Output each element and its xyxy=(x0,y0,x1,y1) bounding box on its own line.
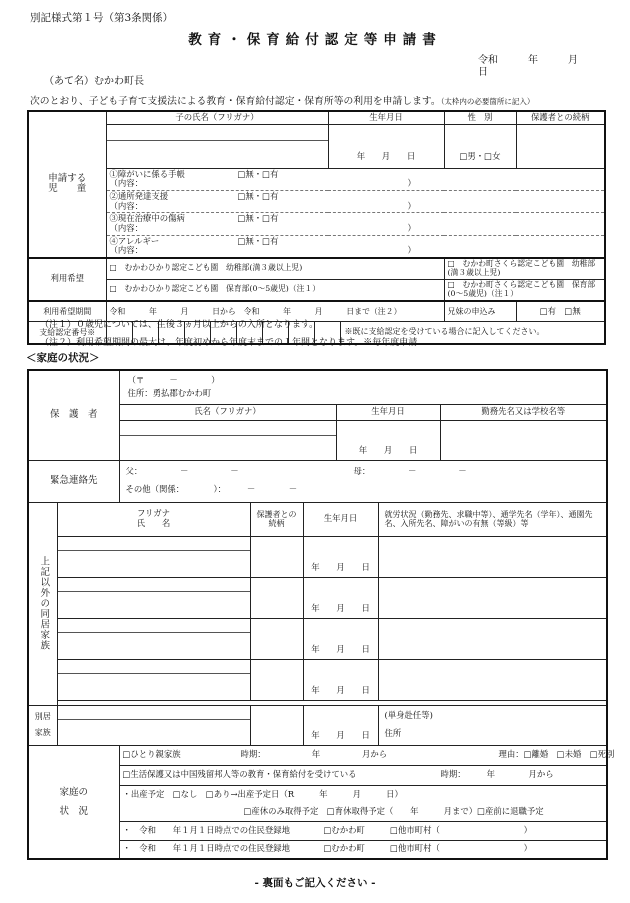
household-label-text: 上記以外の同居家族 xyxy=(38,556,50,651)
household-relation-field[interactable] xyxy=(250,659,303,700)
welfare-check[interactable]: □生活保護又は中国残留邦人等の教育・保育給付を受けている xyxy=(122,769,357,780)
emergency-other[interactable]: その他（関係： ）： － － xyxy=(125,484,298,494)
addressee: （あて名）むかわ町長 xyxy=(44,76,144,87)
support-number-note: ※既に支給認定を受けている場合に記入してください。 xyxy=(344,327,545,337)
condition-label: ③現在治療中の傷病 xyxy=(109,213,185,224)
condition-content[interactable]: （内容： xyxy=(109,222,143,233)
usage-option-hikari-nursery[interactable]: □ むかわひかり認定こども園 保育部(0～5歳児)（注１） xyxy=(106,279,444,300)
child-birth-value: 年 月 日 xyxy=(356,151,416,161)
birth-plan[interactable]: ・出産予定 □なし □あり→出産予定日（R 年 月 日） xyxy=(122,788,403,799)
welfare-period[interactable]: 時期： 年 月から xyxy=(440,769,554,780)
household-birth-value: 年 月 日 xyxy=(311,643,370,654)
guardian-name-header: 氏名（フリガナ） xyxy=(119,404,336,420)
condition-label: ①障がいに係る手帳 xyxy=(109,168,185,179)
household-name-field[interactable] xyxy=(57,577,250,618)
usage-option-sakura-nursery[interactable]: □ むかわ町さくら認定こども園 保育部(0～5歳児)（注１） xyxy=(444,279,605,300)
welfare-row[interactable] xyxy=(119,765,607,785)
family-table xyxy=(27,369,615,860)
guardian-birth-field[interactable] xyxy=(336,420,440,460)
child-birth-header: 生年月日 xyxy=(328,111,444,124)
household-name-field[interactable] xyxy=(57,659,250,700)
condition-choice[interactable]: □無・□有 xyxy=(237,168,279,179)
usage-option-hikari-kindergarten[interactable]: □ むかわひかり認定こども園 幼稚部(満３歳以上児) xyxy=(106,258,444,279)
condition-label: ④アレルギー xyxy=(109,235,160,246)
residence-row-1[interactable]: ・ 令和 年１月１日時点での住民登録地 □むかわ町 □他市町村（ ） xyxy=(119,821,607,840)
condition-close: ） xyxy=(407,245,416,256)
sibling-choice[interactable]: □有 □無 xyxy=(516,301,605,322)
household-birth-field[interactable] xyxy=(303,536,378,577)
condition-choice[interactable]: □無・□有 xyxy=(237,190,279,201)
intro-note: （太枠内の必要箇所に記入） xyxy=(440,97,535,106)
note-2: （注２）利用希望期間の最大は、年度初めから年度末までの１年間となります。※毎年度申請 xyxy=(40,338,418,348)
guardian-birth-value: 年 月 日 xyxy=(358,444,418,455)
emergency-mother[interactable]: 母： － － xyxy=(353,466,467,477)
address[interactable]: 住所：勇払郡むかわ町 xyxy=(127,388,212,399)
separate-note: (単身赴任等) xyxy=(384,710,433,721)
household-birth-value: 年 月 日 xyxy=(311,602,370,613)
condition-content[interactable]: （内容： xyxy=(109,178,143,189)
household-row[interactable] xyxy=(28,659,607,700)
emergency-fields[interactable] xyxy=(119,460,607,502)
child-relation-field[interactable] xyxy=(516,124,605,168)
emergency-father[interactable]: 父： － － xyxy=(125,466,239,477)
condition-content[interactable]: （内容： xyxy=(109,245,143,256)
guardian-address-field[interactable] xyxy=(119,370,607,404)
single-parent-check[interactable]: □ひとり親家族 xyxy=(122,749,181,760)
guardian-birth-header: 生年月日 xyxy=(336,404,440,420)
household-relation-field[interactable] xyxy=(250,577,303,618)
household-status-field[interactable] xyxy=(378,618,607,659)
household-birth-value: 年 月 日 xyxy=(311,561,370,572)
condition-row-disability[interactable] xyxy=(106,168,605,190)
child-relation-header: 保護者との続柄 xyxy=(516,111,605,124)
guardian-work-header: 勤務先名又は学校名等 xyxy=(440,404,607,420)
separate-relation-field[interactable] xyxy=(250,705,303,745)
separate-birth-value: 年 月 日 xyxy=(311,729,370,740)
condition-content[interactable]: （内容： xyxy=(109,200,143,211)
condition-row-illness[interactable] xyxy=(106,213,605,235)
household-birth-header: 生年月日 xyxy=(303,502,378,536)
guardian-work-field[interactable] xyxy=(440,420,607,460)
period-label: 利用希望期間 xyxy=(28,301,106,322)
household-row[interactable] xyxy=(28,577,607,618)
family-section-title: ＜家庭の状況＞ xyxy=(26,352,100,364)
separate-address[interactable]: 住所 xyxy=(384,728,402,738)
single-parent-row[interactable] xyxy=(119,745,615,765)
condition-row-development[interactable] xyxy=(106,190,605,212)
household-birth-value: 年 月 日 xyxy=(311,684,370,695)
guardian-name-field[interactable] xyxy=(119,420,336,460)
household-label xyxy=(28,502,57,705)
household-row[interactable] xyxy=(28,618,607,659)
postal-code[interactable]: （〒 － ） xyxy=(127,374,220,385)
birth-plan-row[interactable] xyxy=(119,785,607,821)
separate-name-field[interactable] xyxy=(57,705,250,745)
household-status-field[interactable] xyxy=(378,577,607,618)
child-sex-field[interactable] xyxy=(444,124,516,168)
usage-label: 利用希望 xyxy=(28,258,106,301)
household-row[interactable] xyxy=(28,536,607,577)
household-status-field[interactable] xyxy=(378,659,607,700)
child-sex-value: □男・□女 xyxy=(459,151,501,161)
household-name-field[interactable] xyxy=(57,536,250,577)
child-sex-header: 性 別 xyxy=(444,111,516,124)
sibling-label: 兄妹の申込み xyxy=(444,301,516,322)
child-label: 申請する 児 童 xyxy=(28,111,106,258)
condition-close: ） xyxy=(407,222,416,233)
condition-row-allergy[interactable] xyxy=(106,235,605,258)
application-date[interactable]: 令和 年 月 日 xyxy=(478,55,608,78)
note-1: （注１）０歳児については、生後３ヵ月以上からの入所となります。 xyxy=(40,320,319,330)
condition-close: ） xyxy=(407,200,416,211)
condition-choice[interactable]: □無・□有 xyxy=(237,235,279,246)
separate-address-field[interactable] xyxy=(378,705,607,745)
usage-option-sakura-kindergarten[interactable]: □ むかわ町さくら認定こども園 幼稚部(満３歳以上児) xyxy=(444,258,605,279)
household-birth-field[interactable] xyxy=(303,577,378,618)
condition-close: ） xyxy=(407,178,416,189)
single-parent-reason[interactable]: 理由：□離婚 □未婚 □死別 xyxy=(498,749,615,760)
application-table xyxy=(27,110,606,345)
intro-text xyxy=(30,96,610,107)
leave-plan[interactable]: □産休のみ取得予定 □育休取得予定（ 年 月まで）□産前に退職予定 xyxy=(243,805,544,816)
separate-birth-field[interactable] xyxy=(303,705,378,745)
household-relation-field[interactable] xyxy=(250,536,303,577)
household-birth-field[interactable] xyxy=(303,618,378,659)
document-title: 教育・保育給付認定等申請書 xyxy=(188,32,442,48)
intro-main: 次のとおり、子ども子育て支援法による教育・保育給付認定・保育所等の利用を申請します。 xyxy=(30,96,441,107)
support-number-label: 支給認定番号※ xyxy=(28,322,106,345)
child-name-header: 子の氏名（フリガナ） xyxy=(106,111,328,124)
guardian-label: 保 護 者 xyxy=(28,370,119,460)
single-parent-period[interactable]: 時期： 年 月から xyxy=(240,749,388,760)
child-birth-field[interactable] xyxy=(328,124,444,168)
household-relation-header: 保護者との続柄 xyxy=(250,502,303,536)
emergency-label: 緊急連絡先 xyxy=(28,460,119,502)
household-status-field[interactable] xyxy=(378,536,607,577)
household-name-header: フリガナ 氏 名 xyxy=(57,502,250,536)
form-number: 別記様式第１号（第3条関係） xyxy=(30,12,174,24)
condition-choice[interactable]: □無・□有 xyxy=(237,213,279,224)
household-status-header: 就労状況（勤務先、求職中等）、通学先名（学年）、通園先名、入所先名、障がいの有無（等級）等 xyxy=(378,502,607,536)
household-birth-field[interactable] xyxy=(303,659,378,700)
household-name-field[interactable] xyxy=(57,618,250,659)
back-page-notice: - 裏面もご記入ください - xyxy=(254,877,376,889)
situation-label: 家庭の 状 況 xyxy=(28,745,119,859)
household-relation-field[interactable] xyxy=(250,618,303,659)
period-field[interactable]: 令和 年 月 日から 令和 年 月 日まで（注２） xyxy=(106,301,444,322)
residence-row-2[interactable]: ・ 令和 年１月１日時点での住民登録地 □むかわ町 □他市町村（ ） xyxy=(119,840,607,859)
separate-label: 別居 家族 xyxy=(28,705,57,745)
condition-label: ②通所発達支援 xyxy=(109,190,169,201)
child-name-field[interactable] xyxy=(106,124,328,168)
